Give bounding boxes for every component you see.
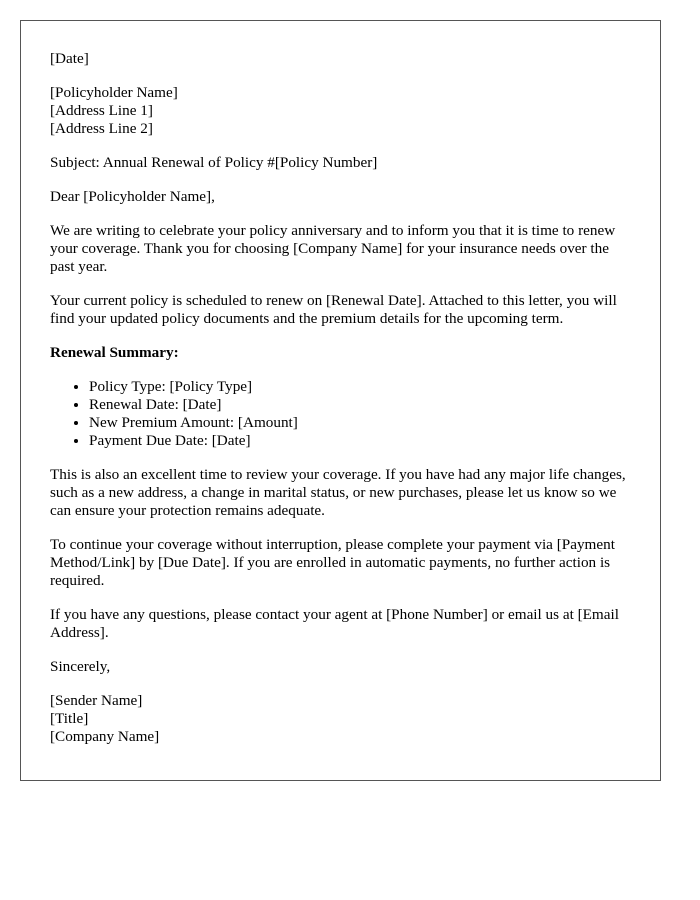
body-paragraph-contact: If you have any questions, please contact your agent at [Phone Number] or email us at [Email Address]. [50,606,619,641]
body-paragraph-renewal: Your current policy is scheduled to renew on [Renewal Date]. Attached to this letter, you will find your updated policy documents and the premium details for the upcoming term. [50,292,617,327]
sender-name: [Sender Name] [50,692,143,709]
letter-page [20,20,661,781]
letter-date: [Date] [50,50,89,67]
renewal-summary-list [50,378,631,450]
letter-subject: Subject: Annual Renewal of Policy #[Policy Number] [50,154,378,171]
body-paragraph-payment: To continue your coverage without interruption, please complete your payment via [Payment Method/Link] by [Due Date]. If you are enrolled in automatic payments, no further action is required. [50,536,615,589]
body-paragraph-intro: We are writing to celebrate your policy anniversary and to inform you that it is time to renew your coverage. Thank you for choosing [Company Name] for your insurance needs over the past year. [50,222,616,275]
letter-salutation: Dear [Policyholder Name], [50,188,215,205]
summary-item-premium-amount: • New Premium Amount: [Amount] [89,414,631,432]
sender-company: [Company Name] [50,728,160,745]
recipient-address-line-2: [Address Line 2] [50,120,153,137]
summary-item-renewal-date: • Renewal Date: [Date] [89,396,631,414]
letter-closing: Sincerely, [50,658,111,675]
summary-item-payment-due-date: • Payment Due Date: [Date] [89,432,631,450]
signature-block [50,692,631,746]
renewal-summary-heading: Renewal Summary: [50,344,179,361]
body-paragraph-review: This is also an excellent time to review your coverage. If you have had any major life changes, such as a new address, a change in marital status, or new purchases, please let us know so we can ensure your protection remains adequate. [50,466,626,519]
recipient-address [50,84,631,138]
recipient-name: [Policyholder Name] [50,84,178,101]
sender-title: [Title] [50,710,89,727]
summary-item-policy-type: • Policy Type: [Policy Type] [89,378,631,396]
recipient-address-line-1: [Address Line 1] [50,102,153,119]
